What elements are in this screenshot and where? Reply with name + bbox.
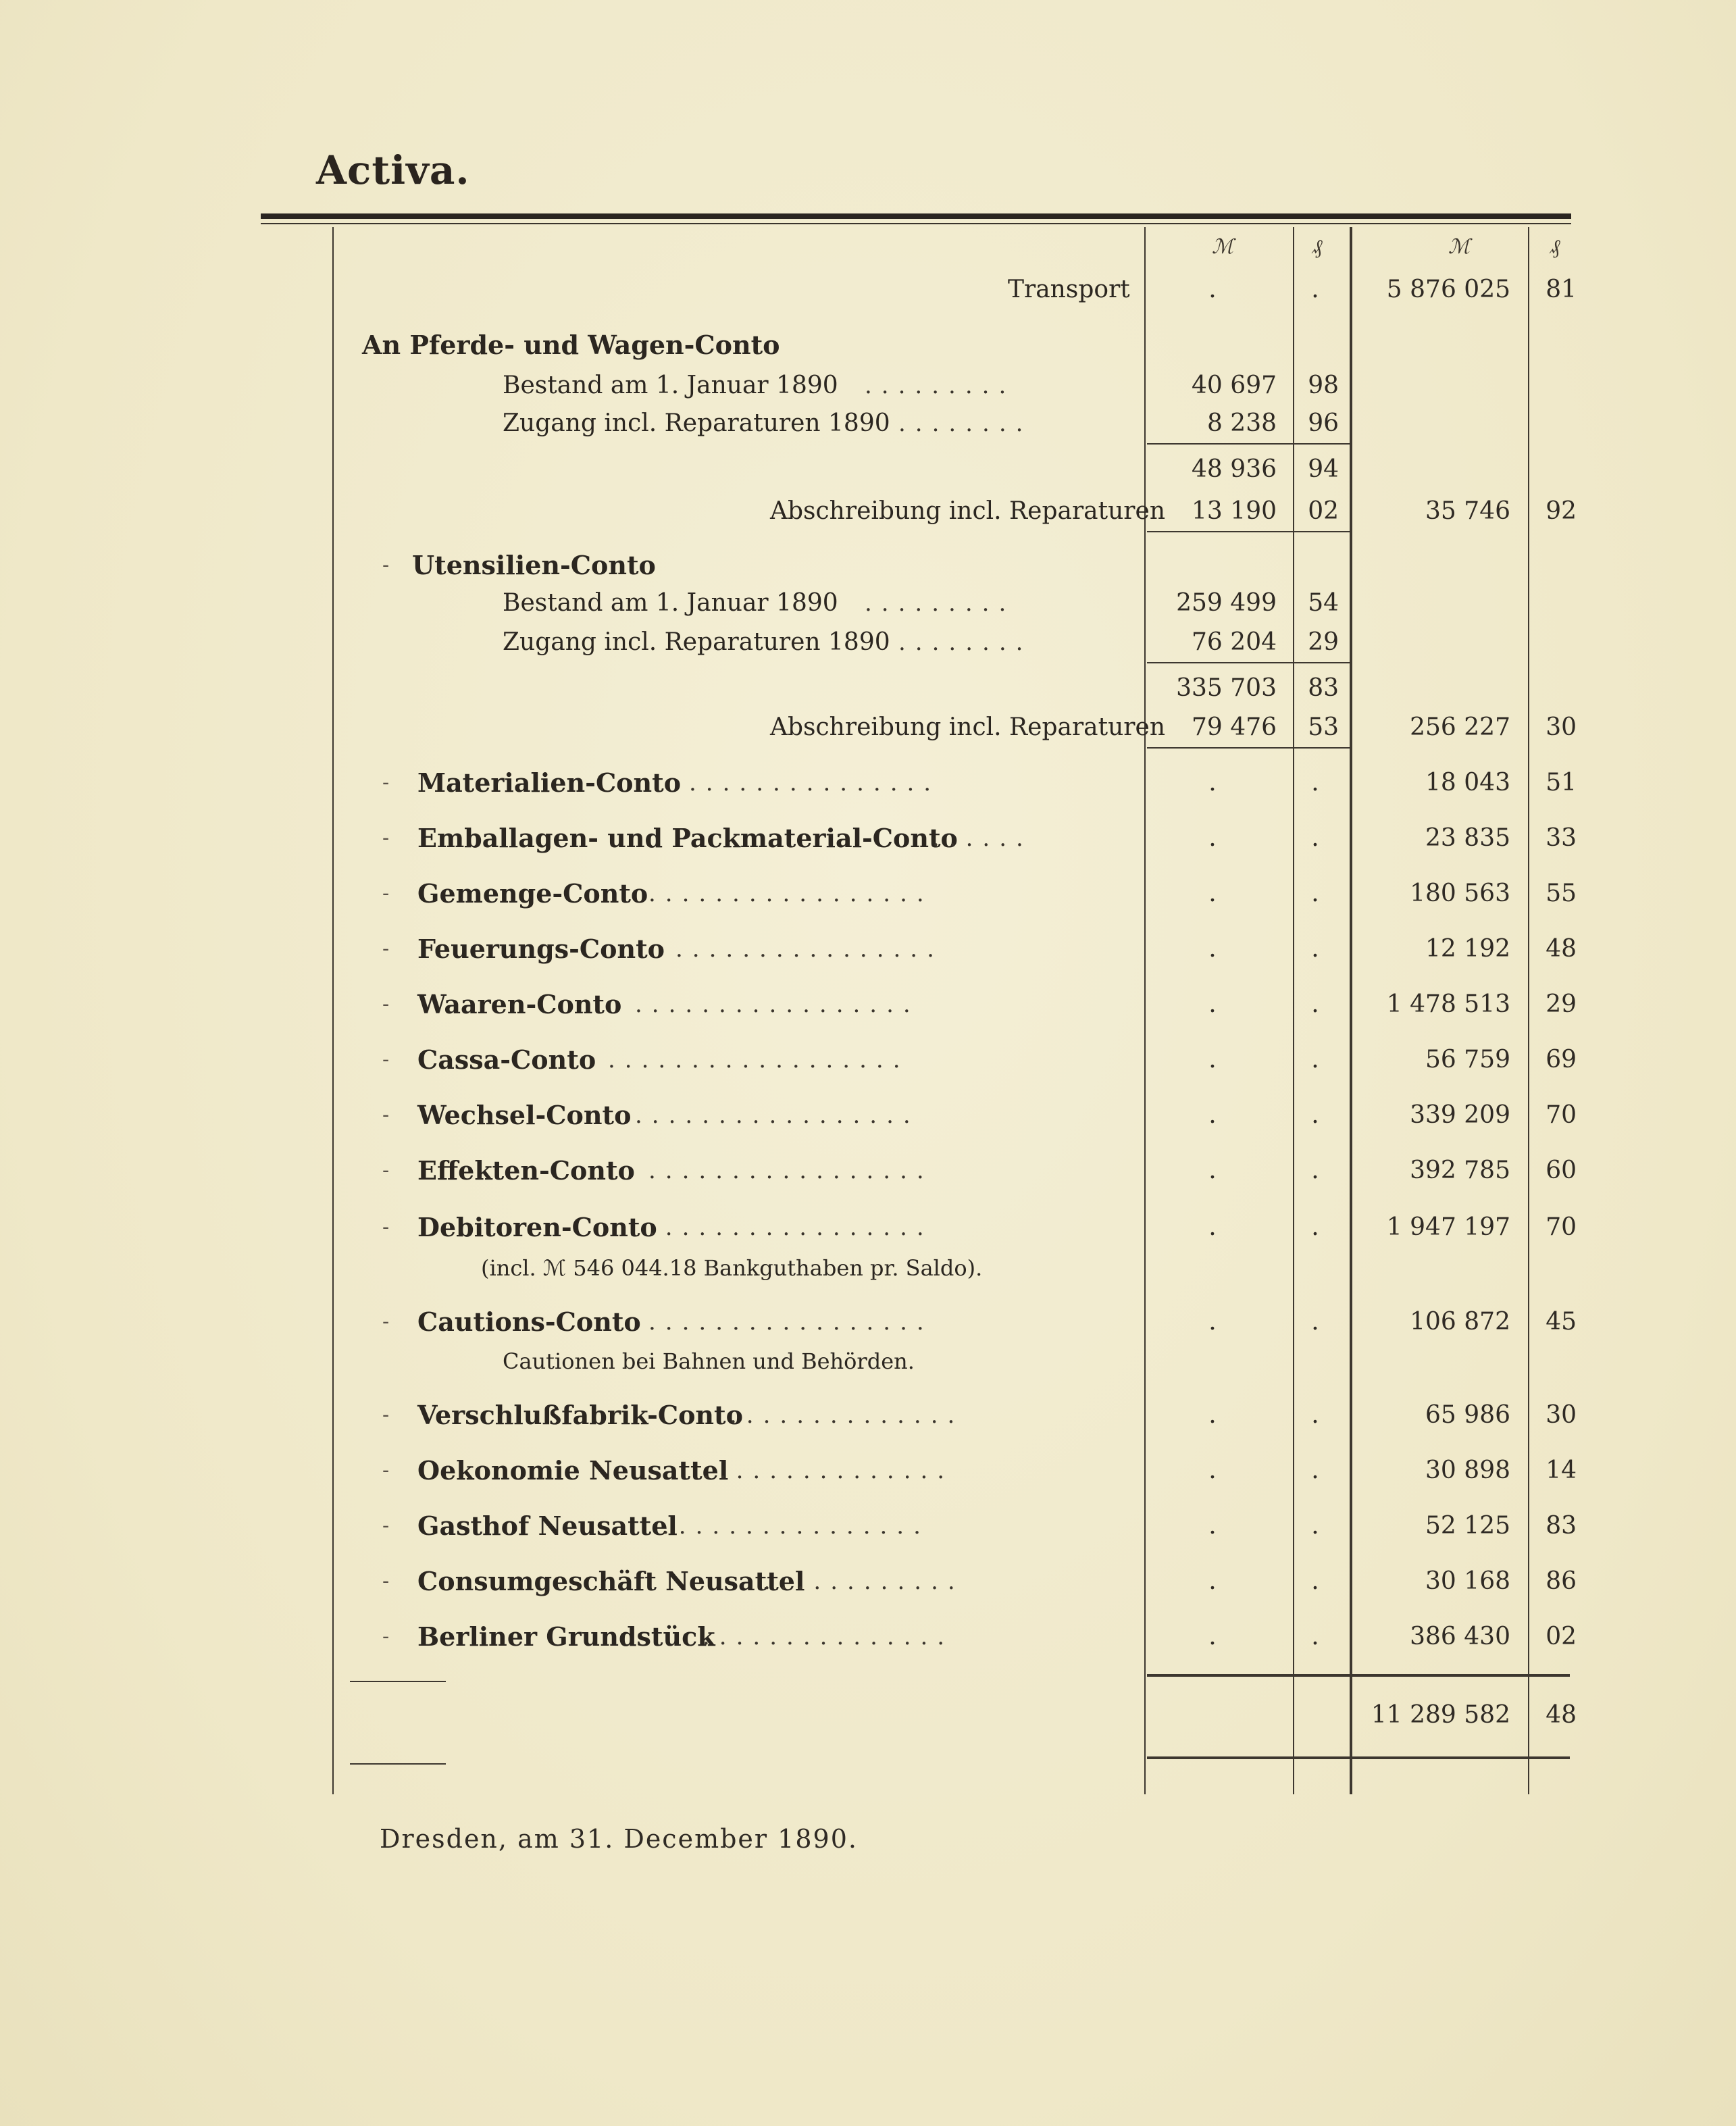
table-row [0, 1247, 1736, 1289]
table-row [0, 449, 1736, 490]
cell-mark-1: . [1208, 1308, 1217, 1336]
cell-mark-1: . [1208, 1157, 1217, 1184]
table-row: - Utensilien-Conto [0, 545, 1736, 586]
table-row [0, 707, 1736, 749]
row-note: (incl. ℳ 546 044.18 Bankguthaben pr. Saldo). [481, 1255, 983, 1281]
row-label: Debitoren-Conto [417, 1212, 657, 1242]
cell-mark-2: 65 986 [1425, 1401, 1510, 1429]
top-rule [261, 213, 1571, 219]
leader-dots: ............... [689, 769, 941, 796]
cell-pfennig-2: 48 [1546, 935, 1577, 963]
cell-mark-2: 52 125 [1425, 1512, 1510, 1540]
cell-mark-1: . [1208, 1401, 1217, 1429]
cell-mark-1: . [1208, 1213, 1217, 1241]
cell-pfennig-1: . [1311, 935, 1319, 963]
cell-pfennig-1: . [1311, 990, 1319, 1018]
row-label: Wechsel-Conto [417, 1100, 632, 1130]
cell-mark-2: 35 746 [1425, 497, 1510, 525]
table-row: - Consumgeschäft Neusattel ............ . . 30 168 86 [0, 1561, 1736, 1602]
cell-pfennig-2: 29 [1546, 990, 1577, 1018]
cell-pfennig-1: 96 [1308, 409, 1339, 437]
cell-mark-1: . [1208, 990, 1217, 1018]
row-label: Transport [1008, 276, 1130, 303]
table-row [0, 1340, 1736, 1382]
cell-pfennig-1: 02 [1308, 497, 1339, 525]
row-label: Bestand am 1. Januar 1890 [503, 589, 838, 617]
row-label: Oekonomie Neusattel [417, 1455, 729, 1486]
leader-dots: ........ [898, 629, 1033, 656]
row-label: Gemenge-Conto [417, 878, 648, 909]
cell-mark-2: 12 192 [1425, 935, 1510, 963]
row-label: Cassa-Conto [417, 1044, 596, 1075]
leader-dots: .............. [730, 1402, 965, 1429]
cell-pfennig-2: 14 [1546, 1457, 1577, 1484]
table-row: - Wechsel-Conto ................. . . 339 209 70 [0, 1094, 1736, 1136]
cell-mark-1: . [1208, 1046, 1217, 1073]
table-row: - Emballagen- und Packmaterial-Conto ...... . . 23 835 33 [0, 817, 1736, 859]
total-row [0, 1694, 1736, 1736]
row-label: Waaren-Conto [417, 989, 622, 1019]
leader-dots: ......... [865, 590, 1016, 617]
row-label: Utensilien-Conto [412, 550, 656, 580]
row-label: Feuerungs-Conto [417, 934, 665, 964]
cell-mark-1: 259 499 [1176, 589, 1277, 617]
row-label: Emballagen- und Packmaterial-Conto [417, 823, 958, 853]
table-row: - Debitoren-Conto ................. . . 1 947 197 70 [0, 1207, 1736, 1248]
leader-dots: ......... [865, 372, 1016, 399]
leader-dots: ................. [648, 1214, 934, 1241]
row-label: Bestand am 1. Januar 1890 [503, 372, 838, 399]
cell-mark-2: 18 043 [1425, 769, 1510, 796]
row-label: Berliner Grundstück [417, 1621, 715, 1652]
table-row [0, 667, 1736, 709]
header-mark-2: ℳ [1448, 235, 1471, 259]
table-row: - Materialien-Conto ............... . . 18 043 51 [0, 762, 1736, 804]
cell-mark-1: 335 703 [1176, 674, 1277, 702]
leader-dots: ............... [703, 1457, 954, 1484]
cell-mark-2: 106 872 [1410, 1308, 1510, 1336]
total-bottom-rule [1147, 1756, 1570, 1759]
cell-pfennig-2: 02 [1546, 1623, 1577, 1650]
table-row: - Cassa-Conto .................. . . 56 759 69 [0, 1039, 1736, 1081]
cell-mark-2: 30 168 [1425, 1567, 1510, 1595]
cell-pfennig-1: 98 [1308, 372, 1339, 399]
row-note: Cautionen bei Bahnen und Behörden. [503, 1348, 915, 1374]
header-mark-1: ℳ [1211, 235, 1234, 259]
cell-pfennig-2: 30 [1546, 1401, 1577, 1429]
total-mark: 11 289 582 [1371, 1701, 1510, 1729]
cell-mark-1: . [1208, 824, 1217, 852]
leader-dots: ................. [635, 1102, 920, 1129]
leader-dots: ................. [648, 1157, 934, 1184]
left-short-rule-1 [350, 1681, 446, 1682]
cell-mark-1: . [1208, 1101, 1217, 1129]
cell-pfennig-2: 70 [1546, 1213, 1577, 1241]
cell-pfennig-2: 45 [1546, 1308, 1577, 1336]
total-top-rule [1147, 1674, 1570, 1677]
cell-mark-1: . [1208, 769, 1217, 796]
table-row: - Oekonomie Neusattel ............... . . 30 898 14 [0, 1450, 1736, 1492]
cell-pfennig-1: . [1311, 1308, 1319, 1336]
cell-mark-2: 392 785 [1410, 1157, 1510, 1184]
row-label: Verschlußfabrik-Conto [417, 1400, 743, 1430]
table-row [0, 269, 1736, 311]
cell-pfennig-2: 55 [1546, 880, 1577, 907]
cell-pfennig-1: 54 [1308, 589, 1339, 617]
cell-pfennig-2: 30 [1546, 713, 1577, 741]
cell-pfennig-2: 83 [1546, 1512, 1577, 1540]
cell-mark-2: 30 898 [1425, 1457, 1510, 1484]
top-rule-thin [261, 223, 1571, 224]
cell-mark-1: 40 697 [1192, 372, 1277, 399]
cell-pfennig-2: 70 [1546, 1101, 1577, 1129]
row-label: Consumgeschäft Neusattel [417, 1566, 805, 1596]
cell-pfennig-1: . [1311, 824, 1319, 852]
table-row: - Verschlußfabrik-Conto .............. . . 65 986 30 [0, 1394, 1736, 1436]
row-label: An Pferde- und Wagen-Conto [362, 330, 780, 360]
cell-pfennig-1: . [1311, 1623, 1319, 1650]
left-short-rule-2 [350, 1763, 446, 1765]
cell-mark-1: 13 190 [1192, 497, 1277, 525]
cell-mark-1: 76 204 [1192, 628, 1277, 656]
cell-mark-1: . [1208, 935, 1217, 963]
table-row [0, 403, 1736, 445]
cell-mark-2: 1 478 513 [1386, 990, 1510, 1018]
cell-pfennig-1: . [1311, 769, 1319, 796]
cell-mark-1: . [1208, 276, 1217, 303]
cell-mark-2: 256 227 [1410, 713, 1510, 741]
cell-pfennig-1: . [1311, 1046, 1319, 1073]
cell-mark-2: 23 835 [1425, 824, 1510, 852]
cell-mark-1: . [1208, 1623, 1217, 1650]
table-row [0, 324, 1736, 366]
cell-pfennig-2: 69 [1546, 1046, 1577, 1073]
cell-mark-1: 48 936 [1192, 455, 1277, 483]
cell-mark-2: 56 759 [1425, 1046, 1510, 1073]
cell-pfennig-1: 94 [1308, 455, 1339, 483]
leader-dots: .................. [608, 1046, 910, 1073]
row-label: Gasthof Neusattel [417, 1511, 678, 1541]
row-label: Materialien-Conto [417, 767, 682, 798]
cell-pfennig-2: 60 [1546, 1157, 1577, 1184]
table-row: - Cautions-Conto ................. . . 106 872 45 [0, 1301, 1736, 1343]
header-pfennig-1: ₰ [1312, 235, 1323, 259]
table-row [0, 582, 1736, 624]
cell-pfennig-1: 53 [1308, 713, 1339, 741]
footer-place-date: Dresden, am 31. December 1890. [380, 1824, 858, 1854]
table-row: - Gemenge-Conto ................. . . 180 563 55 [0, 873, 1736, 915]
cell-pfennig-1: . [1311, 1401, 1319, 1429]
cell-pfennig-2: 51 [1546, 769, 1577, 796]
cell-mark-1: . [1208, 1512, 1217, 1540]
cell-pfennig-1: . [1311, 1567, 1319, 1595]
leader-dots: ................ [662, 1513, 930, 1540]
leader-dots: ............ [763, 1568, 965, 1595]
cell-mark-2: 386 430 [1410, 1623, 1510, 1650]
cell-pfennig-1: . [1311, 1101, 1319, 1129]
leader-dots: ................. [648, 1309, 934, 1336]
cell-mark-2: 5 876 025 [1386, 276, 1510, 303]
cell-pfennig-1: . [1311, 880, 1319, 907]
cell-mark-1: . [1208, 880, 1217, 907]
cell-pfennig-2: 86 [1546, 1567, 1577, 1595]
leader-dots: ............... [703, 1623, 954, 1650]
page-title: Activa. [316, 147, 470, 193]
table-row: - Effekten-Conto ................. . . 392 785 60 [0, 1150, 1736, 1192]
cell-pfennig-1: 29 [1308, 628, 1339, 656]
table-row [0, 490, 1736, 532]
row-label: Zugang incl. Reparaturen 1890 [503, 409, 890, 437]
table-row: - Feuerungs-Conto ................ . . 12 192 48 [0, 928, 1736, 970]
table-row [0, 365, 1736, 407]
cell-pfennig-1: . [1311, 1457, 1319, 1484]
cell-mark-2: 1 947 197 [1386, 1213, 1510, 1241]
total-pfennig: 48 [1546, 1701, 1577, 1729]
cell-pfennig-2: 92 [1546, 497, 1577, 525]
leader-dots: ................. [648, 880, 934, 907]
header-pfennig-2: ₰ [1550, 235, 1560, 259]
cell-pfennig-2: 33 [1546, 824, 1577, 852]
cell-mark-1: 79 476 [1192, 713, 1277, 741]
leader-dots: ................. [635, 991, 920, 1018]
cell-pfennig-1: . [1311, 1213, 1319, 1241]
row-label: Zugang incl. Reparaturen 1890 [503, 628, 890, 656]
cell-mark-1: . [1208, 1457, 1217, 1484]
row-label: Cautions-Conto [417, 1307, 641, 1337]
cell-pfennig-1: . [1311, 276, 1319, 303]
leader-dots: ................ [675, 936, 944, 963]
cell-mark-2: 180 563 [1410, 880, 1510, 907]
cell-mark-2: 339 209 [1410, 1101, 1510, 1129]
cell-pfennig-1: . [1311, 1157, 1319, 1184]
row-label: Abschreibung incl. Reparaturen [770, 497, 1165, 525]
cell-pfennig-1: 83 [1308, 674, 1339, 702]
cell-mark-1: 8 238 [1206, 409, 1277, 437]
table-row: - Berliner Grundstück ............... . . 386 430 02 [0, 1616, 1736, 1658]
cell-mark-1: . [1208, 1567, 1217, 1595]
cell-pfennig-1: . [1311, 1512, 1319, 1540]
leader-dots: ........ [898, 410, 1033, 437]
table-row: - Gasthof Neusattel ................ . . 52 125 83 [0, 1505, 1736, 1547]
row-label: Effekten-Conto [417, 1155, 635, 1186]
table-row: - Waaren-Conto ................. . . 1 478 513 29 [0, 984, 1736, 1026]
table-row [0, 622, 1736, 663]
leader-dots: ...... [932, 825, 1033, 852]
cell-pfennig-2: 81 [1546, 276, 1577, 303]
row-label: Abschreibung incl. Reparaturen [770, 713, 1165, 741]
